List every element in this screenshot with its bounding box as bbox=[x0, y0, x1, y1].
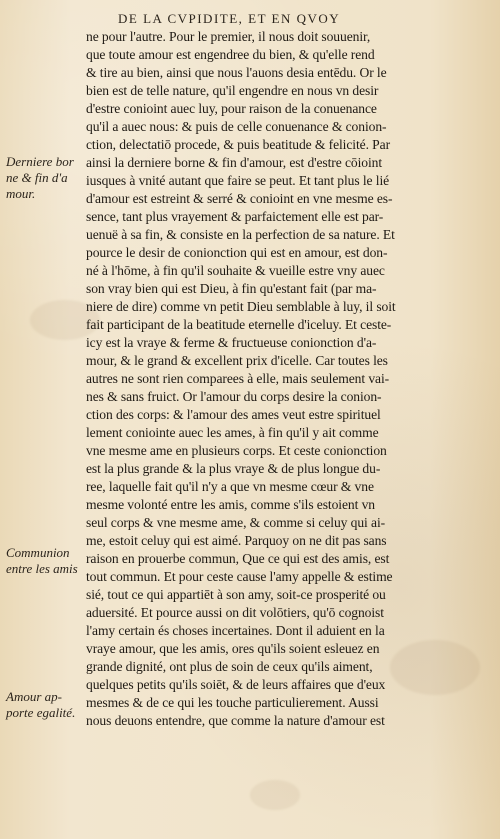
text-line: mesmes & de ce qui les touche particulierement. Aussi bbox=[86, 695, 379, 710]
text-line: me, estoit celuy qui est aimé. Parquoy on ne dit pas sans bbox=[86, 533, 387, 548]
text-line: son vray bien qui est Dieu, à fin qu'estant fait (par ma- bbox=[86, 281, 377, 296]
paper-stain bbox=[250, 780, 300, 810]
text-line: autres ne sont rien comparees à elle, mais seulement vai- bbox=[86, 371, 390, 386]
margin-note-line: mour. bbox=[6, 186, 36, 201]
text-line: aduersité. Et pource aussi on dit volōtiers, qu'ō cognoist bbox=[86, 605, 384, 620]
running-head: DE LA CVPIDITE, ET EN QVOY bbox=[118, 11, 341, 26]
text-line: raison en prouerbe commun, Que ce qui est des amis, est bbox=[86, 551, 390, 566]
text-line: d'estre conioint auec luy, pour raison de la conuenance bbox=[86, 101, 377, 116]
text-line: sié, tout ce qui appartiēt à son amy, soit-ce prosperité ou bbox=[86, 587, 386, 602]
text-line: ction, delectatiō procede, & puis beatitude & felicité. Par bbox=[86, 137, 391, 152]
text-line: nes & sans fruict. Or l'amour du corps desire la conion- bbox=[86, 389, 382, 404]
main-text-block bbox=[86, 28, 458, 730]
text-line: icy est la vraye & ferme & fructueuse conionction d'a- bbox=[86, 335, 377, 350]
text-line: d'amour est estreint & serré & conioint en vne mesme es- bbox=[86, 191, 393, 206]
text-line: ree, laquelle fait qu'il n'y a que vn mesme cœur & vne bbox=[86, 479, 374, 494]
margin-note-derniere-borne bbox=[6, 154, 84, 202]
margin-note-line: entre les amis bbox=[6, 561, 78, 576]
text-line: nous deuons entendre, que comme la nature d'amour est bbox=[86, 713, 385, 728]
text-line: pource le desir de conionction qui est en amour, est don- bbox=[86, 245, 388, 260]
text-line: fait participant de la beatitude eternelle d'iceluy. Et ceste- bbox=[86, 317, 392, 332]
margin-note-communion bbox=[6, 545, 84, 577]
text-line: niere de dire) comme vn petit Dieu semblable à luy, il soit bbox=[86, 299, 396, 314]
text-line: bien est de telle nature, qu'il engendre en nous vn desir bbox=[86, 83, 379, 98]
text-line: iusques à vnité autant que faire se peut. Et tant plus le lié bbox=[86, 173, 390, 188]
text-line: grande dignité, ont plus de soin de ceux qu'ils aiment, bbox=[86, 659, 373, 674]
margin-note-amour-egalite bbox=[6, 689, 84, 721]
text-line: lement coniointe auec les ames, à fin qu'il y ait comme bbox=[86, 425, 379, 440]
text-line: que toute amour est engendree du bien, & qu'elle rend bbox=[86, 47, 375, 62]
text-line: seul corps & vne mesme ame, & comme si celuy qui ai- bbox=[86, 515, 386, 530]
text-line: mour, & le grand & excellent prix d'icelle. Car toutes les bbox=[86, 353, 388, 368]
margin-note-line: Communion bbox=[6, 545, 70, 560]
text-line: mesme volonté entre les amis, comme s'ils estoient vn bbox=[86, 497, 375, 512]
text-line: né à l'hōme, à fin qu'il souhaite & vueille estre vny auec bbox=[86, 263, 385, 278]
text-line: quelques petits qu'ils soiēt, & de leurs affaires que d'eux bbox=[86, 677, 386, 692]
text-line: uenuë à sa fin, & consiste en la perfection de sa nature. Et bbox=[86, 227, 395, 242]
margin-note-line: Amour ap- bbox=[6, 689, 62, 704]
text-line: ction des corps: & l'amour des ames veut estre spirituel bbox=[86, 407, 381, 422]
text-line: ne pour l'autre. Pour le premier, il nous doit souuenir, bbox=[86, 29, 371, 44]
text-line: tout commun. Et pour ceste cause l'amy appelle & estime bbox=[86, 569, 393, 584]
text-line: vraye amour, que les amis, ores qu'ils soient esleuez en bbox=[86, 641, 380, 656]
text-line: est la plus grande & la plus vraye & de plus longue du- bbox=[86, 461, 381, 476]
margin-note-line: ne & fin d'a bbox=[6, 170, 68, 185]
text-line: sence, tant plus vrayement & parfaictement elle est par- bbox=[86, 209, 384, 224]
text-line: & tire au bien, ainsi que nous l'auons desia entēdu. Or le bbox=[86, 65, 387, 80]
text-line: qu'il a auec nous: & puis de celle conuenance & conion- bbox=[86, 119, 387, 134]
margin-note-line: porte egalité. bbox=[6, 705, 76, 720]
text-line: vne mesme ame en plusieurs corps. Et ceste conionction bbox=[86, 443, 387, 458]
text-line: ainsi la derniere borne & fin d'amour, est d'estre cōioint bbox=[86, 155, 383, 170]
margin-note-line: Derniere bor bbox=[6, 154, 74, 169]
text-line: l'amy certain és choses incertaines. Dont il aduient en la bbox=[86, 623, 385, 638]
